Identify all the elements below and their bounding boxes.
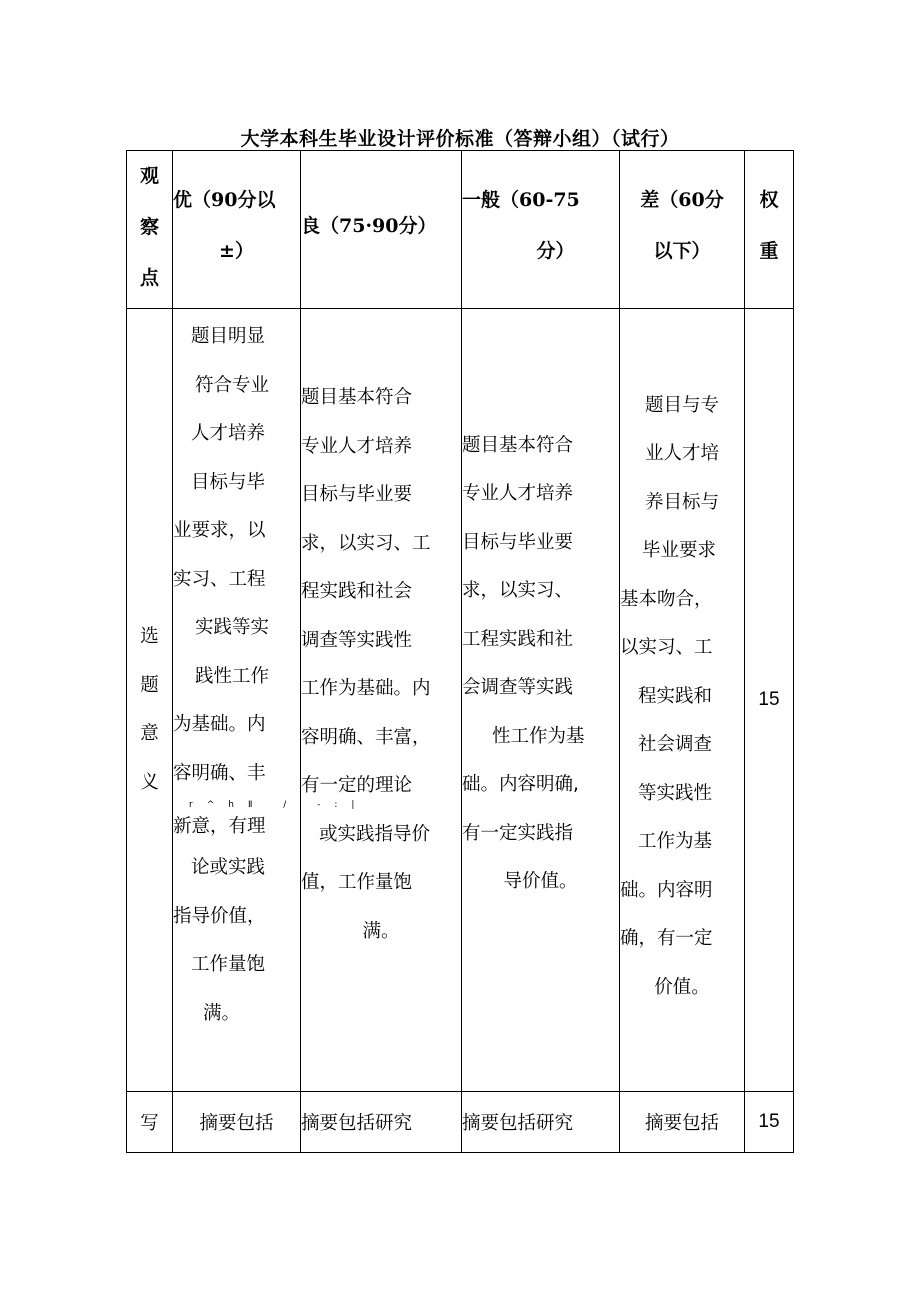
poor-line: 价值。 [654,976,710,998]
header-excellent-line: 优（90分以 [173,188,276,211]
average-line: 有一定实践指 [462,822,574,844]
header-row [127,151,794,309]
good-line: 程实践和社会 [301,581,413,602]
average-cell [462,309,620,1092]
excellent-line: 为基础。内 [173,714,266,735]
excellent-line: 容明确、丰 [173,762,266,784]
excellent-line: 工作量饱 [191,954,266,975]
poor-line: 基本吻合， [620,588,713,610]
excellent-line: 指导价值， [173,905,266,927]
header-poor [620,151,745,309]
observe-point-line: 题 [140,674,159,696]
average-line: 专业人才培养 [462,483,574,504]
good-line: 值，工作量饱 [301,872,413,893]
observe-point-line: 义 [140,771,159,793]
poor-line: 础。内容明 [620,879,713,901]
header-weight-line: 重 [759,239,779,262]
header-average [462,151,620,309]
good-cell: 摘要包括研究 [301,1092,462,1153]
good-line: 满。 [362,920,400,942]
good-line: 或实践指导价 [319,823,431,845]
poor-line: 养目标与 [644,491,719,513]
poor-line: 程实践和 [638,685,713,707]
poor-cell: 摘要包括 [620,1092,745,1153]
excellent-cell: 摘要包括 [173,1092,301,1153]
table-row [127,309,794,1092]
excellent-line: 题目明显 [191,326,266,347]
poor-line: 题目与专 [644,394,719,416]
poor-cell [620,309,745,1092]
header-observe-line: 点 [139,267,159,289]
header-observe-point [127,151,173,309]
good-line: 工作为基础。内 [301,678,431,699]
excellent-line: 实习、工程 [173,568,266,590]
average-line: 目标与毕业要 [462,531,574,553]
header-good-line: 良（75·90分） [301,215,437,237]
observe-point-line: 选 [140,626,159,647]
good-line: 容明确、丰富， [301,726,431,748]
excellent-line: 满。 [203,1002,241,1024]
average-line: 工程实践和社 [462,628,574,650]
header-observe-line: 观 [139,165,159,187]
excellent-line-garbled: r^hⅡ / -:| [189,800,369,810]
page-title: 大学本科生毕业设计评价标准（答辩小组）（试行） [240,128,680,150]
poor-line: 社会调查 [638,734,713,756]
excellent-line: 符合专业 [195,374,270,396]
poor-line: 以实习、工 [620,637,713,659]
good-line: 专业人才培养 [301,435,413,457]
observe-point-cell: 写 [127,1092,173,1153]
good-cell [301,309,462,1092]
header-average-line: 一般（60-75 [462,188,580,211]
poor-line: 工作为基 [638,831,713,853]
good-line: 题目基本符合 [301,387,413,408]
header-observe-line: 察 [139,216,159,238]
excellent-line: 目标与毕 [191,471,266,493]
average-line: 导价值。 [503,871,578,892]
poor-line: 等实践性 [638,782,713,804]
excellent-line: 论或实践 [191,857,266,878]
header-excellent [173,151,301,309]
weight-cell: 15 [745,1092,794,1153]
excellent-line: 业要求，以 [173,520,266,541]
good-line: 目标与毕业要 [301,484,413,505]
good-line: 求，以实习、工 [301,532,431,554]
excellent-line: 人才培养 [191,423,266,444]
weight-cell: 15 [745,309,794,1092]
table-row [127,1092,794,1153]
header-poor-line: 以下） [653,239,711,262]
poor-line: 毕业要求 [642,540,717,562]
poor-line: 确，有一定 [620,928,713,950]
observe-point-line: 意 [140,723,159,744]
excellent-line: 践性工作 [195,665,270,687]
average-line: 础。内容明确, [462,774,579,795]
header-excellent-line: ±） [219,239,254,262]
average-cell: 摘要包括研究 [462,1092,620,1153]
average-line: 求，以实习、 [462,580,574,601]
observe-point-cell [127,309,173,1092]
average-line: 性工作为基 [492,725,585,747]
excellent-line: 新意，有理 [173,816,266,837]
header-poor-line: 差（60分 [640,188,724,211]
average-line: 题目基本符合 [462,434,574,456]
evaluation-table [126,150,794,1153]
header-weight [745,151,794,309]
header-average-line: 分） [536,239,575,262]
excellent-line: 实践等实 [195,617,270,638]
average-line: 会调查等实践 [462,677,574,698]
header-good [301,151,462,309]
header-weight-line: 权 [759,188,779,211]
poor-line: 业人才培 [644,443,719,465]
good-line: 调查等实践性 [301,629,413,651]
good-line: 有一定的理论 [301,775,413,796]
